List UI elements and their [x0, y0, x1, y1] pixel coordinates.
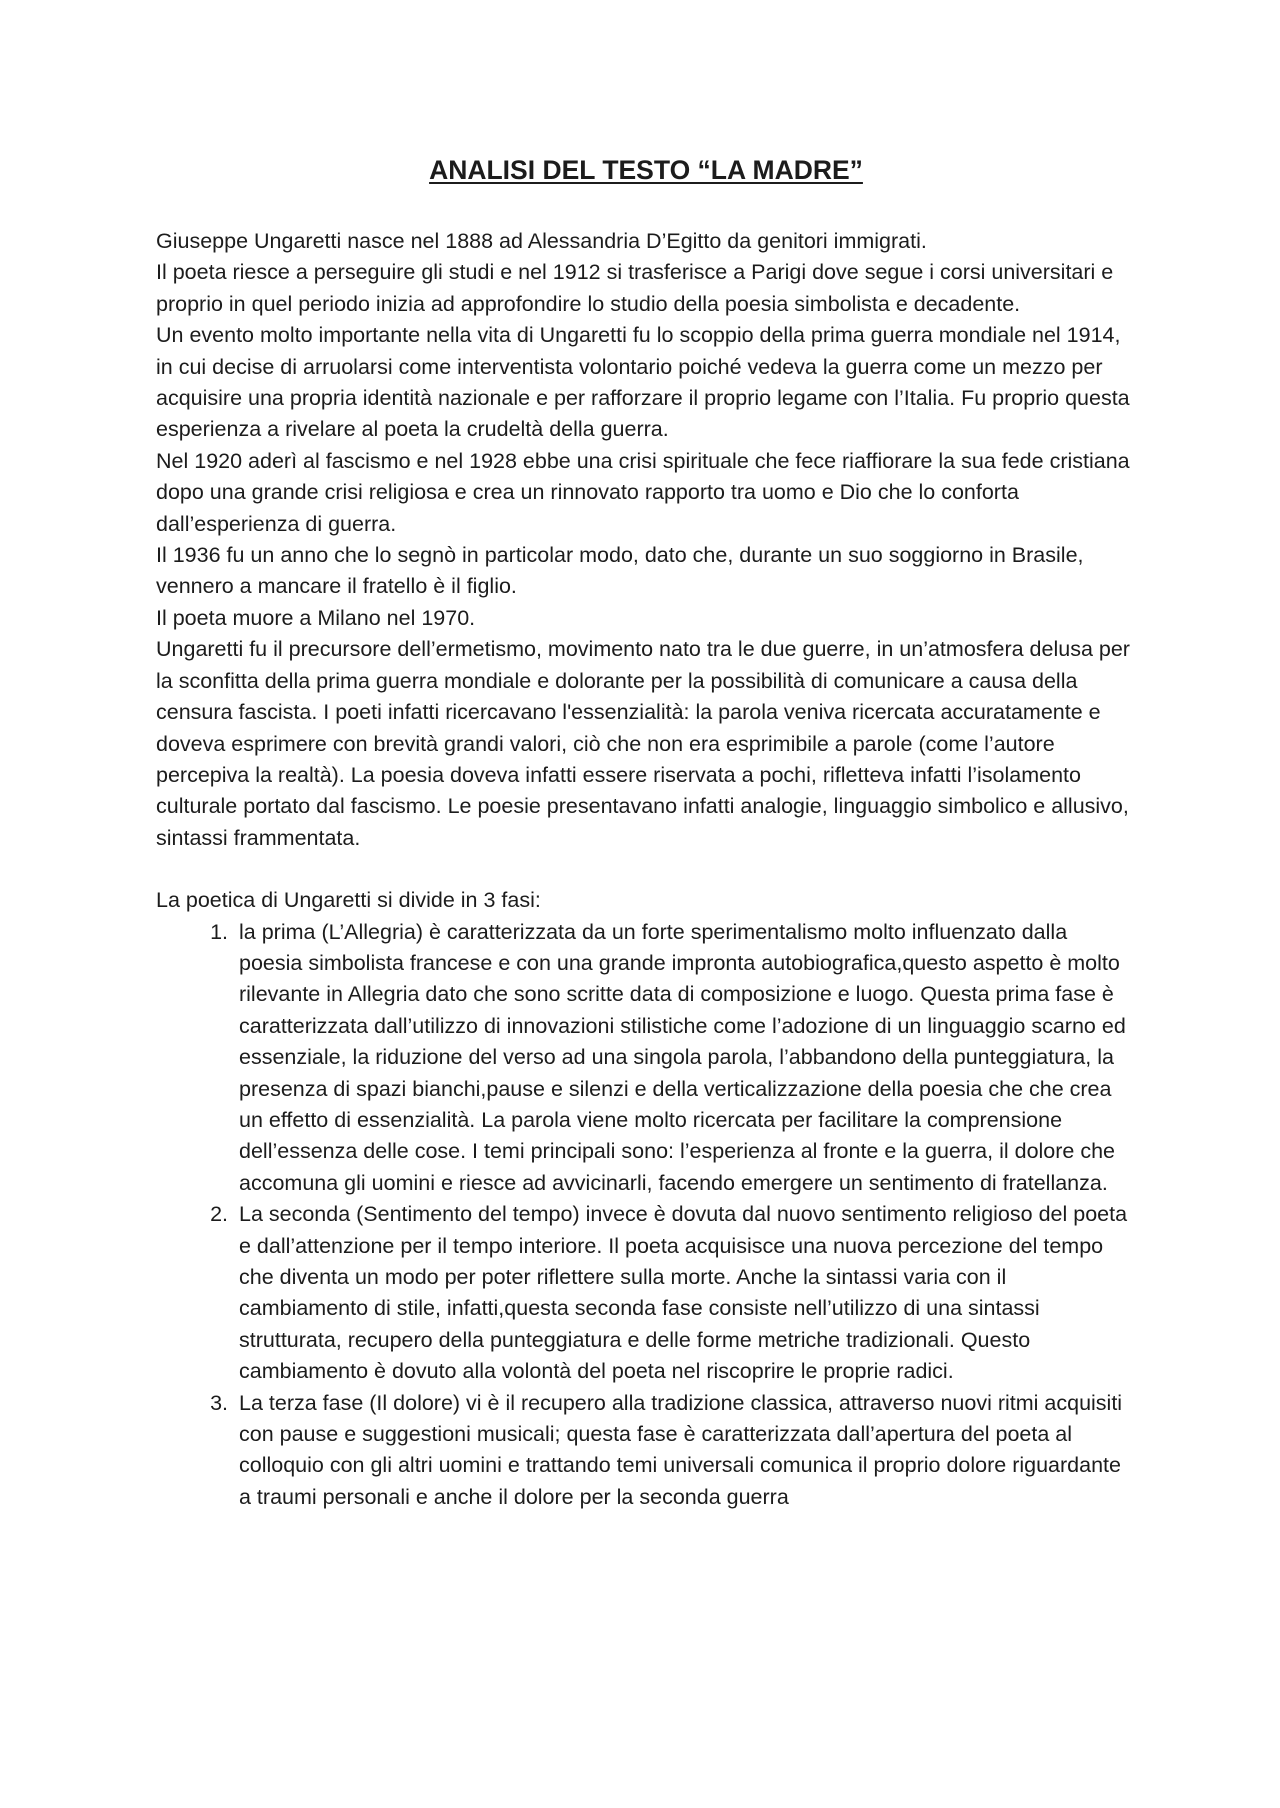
paragraph-1936: Il 1936 fu un anno che lo segnò in particolar modo, dato che, durante un suo soggiorno in Brasile, vennero a mancare il fratello è il figlio. [156, 543, 1084, 599]
phases-heading: La poetica di Ungaretti si divide in 3 fasi: [156, 888, 541, 913]
paragraph-hermeticism: Ungaretti fu il precursore dell’ermetismo, movimento nato tra le due guerre, in un’atmosfera delusa per la sconfitta della prima guerra mondiale e dolorante per la possibilità di comunicare a causa della censura fascista. I poeti infatti ricercavano l'essenzialità: la parola veniva ricercata accuratamente e doveva esprimere con brevità grandi valori, ciò che non era esprimibile a parole (come l’autore percepiva la realtà). La poesia doveva infatti essere riservata a pochi, rifletteva infatti l’isolamento culturale portato dal fascismo. Le poesie presentavano infatti analogie, linguaggio simbolico e allusivo, sintassi frammentata. [156, 637, 1130, 850]
paragraph-war: Un evento molto importante nella vita di Ungaretti fu lo scoppio della prima guerra mondiale nel 1914, in cui decise di arruolarsi come interventista volontario poiché vedeva la guerra come un mezzo per acquisire una propria identità nazionale e per rafforzare il proprio legame con l’Italia. Fu proprio questa esperienza a rivelare al poeta la crudeltà della guerra. [156, 323, 1130, 442]
phase-item-3: 3. La terza fase (Il dolore) vi è il recupero alla tradizione classica, attraverso nuovi ritmi acquisiti con pause e suggestioni musicali; questa fase è caratterizzata dall’apertura del poeta al colloquio con gli altri uomini e trattando temi universali comunica il proprio dolore riguardante a traumi personali e anche il dolore per la seconda guerra [234, 1388, 1136, 1514]
document-title: ANALISI DEL TESTO “LA MADRE” [429, 155, 863, 185]
document-page [156, 150, 1136, 1513]
paragraph-death: Il poeta muore a Milano nel 1970. [156, 605, 476, 630]
phase-item-1: 1. la prima (L’Allegria) è caratterizzata da un forte sperimentalismo molto influenzato dalla poesia simbolista francese e con una grande impronta autobiografica,questo aspetto è molto rilevante in Allegria dato che sono scritte data di composizione e luogo. Questa prima fase è caratterizzata dall’utilizzo di innovazioni stilistiche come l’adozione di un linguaggio scarno ed essenziale, la riduzione del verso ad una singola parola, l’abbandono della punteggiatura, la presenza di spazi bianchi,pause e silenzi e della verticalizzazione della poesia che che crea un effetto di essenzialità. La parola viene molto ricercata per facilitare la comprensione dell’essenza delle cose. I temi principali sono: l’esperienza al fronte e la guerra, il dolore che accomuna gli uomini e riesce ad avvicinarli, facendo emergere un sentimento di fratellanza. [234, 917, 1136, 1200]
paragraph-studies: Il poeta riesce a perseguire gli studi e nel 1912 si trasferisce a Parigi dove segue i corsi universitari e proprio in quel periodo inizia ad approfondire lo studio della poesia simbolista e decadente. [156, 260, 1114, 316]
intro-section [156, 226, 1136, 854]
paragraph-fascism: Nel 1920 aderì al fascismo e nel 1928 ebbe una crisi spirituale che fece riaffiorare la sua fede cristiana dopo una grande crisi religiosa e crea un rinnovato rapporto tra uomo e Dio che lo conforta dall’esperienza di guerra. [156, 448, 1130, 536]
phases-list [156, 917, 1136, 1514]
phase-item-2: 2. La seconda (Sentimento del tempo) invece è dovuta dal nuovo sentimento religioso del poeta e dall’attenzione per il tempo interiore. Il poeta acquisisce una nuova percezione del tempo che diventa un modo per poter riflettere sulla morte. Anche la sintassi varia con il cambiamento di stile, infatti,questa seconda fase consiste nell’utilizzo di una sintassi strutturata, recupero della punteggiatura e delle forme metriche tradizionali. Questo cambiamento è dovuto alla volontà del poeta nel riscoprire le proprie radici. [234, 1199, 1136, 1387]
section-spacer [156, 854, 1136, 885]
paragraph-birth: Giuseppe Ungaretti nasce nel 1888 ad Alessandria D’Egitto da genitori immigrati. [156, 229, 927, 253]
